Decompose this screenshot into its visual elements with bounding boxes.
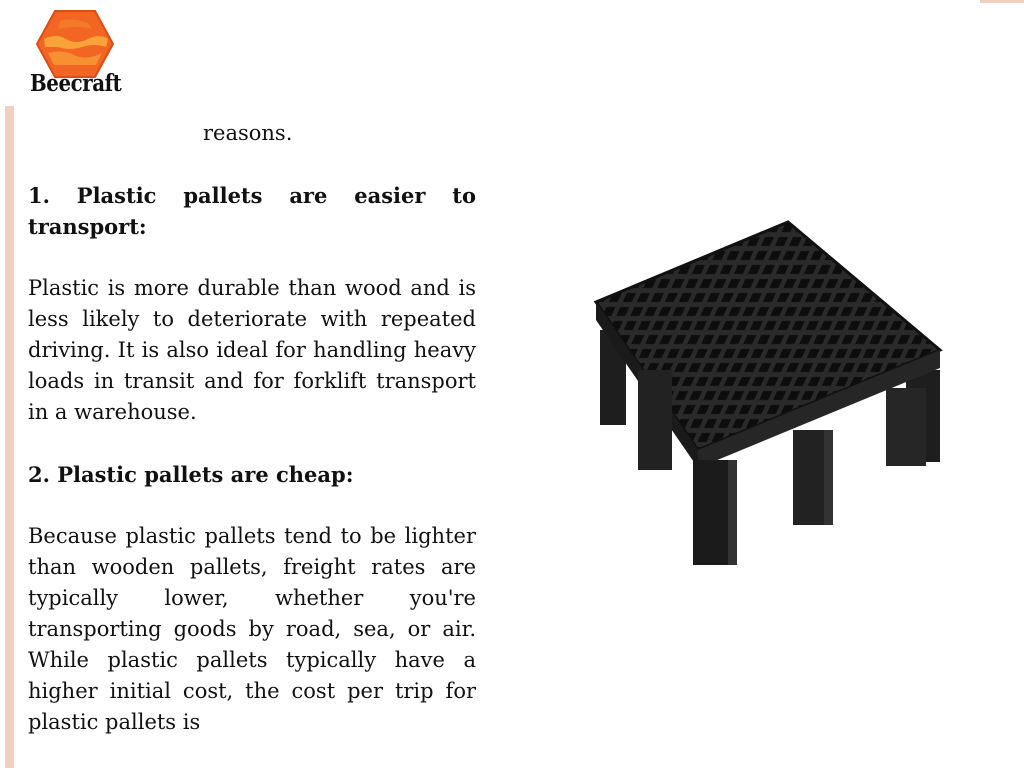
left-accent-rule (5, 106, 14, 768)
section2-body: Because plastic pallets tend to be lighter than wooden pallets, freight rates are typically lower, whether you're transporting goods by road, sea, or air. While plastic pallets typically have a higher initial cost, the cost per trip for plastic pallets is (28, 524, 476, 734)
lead-text: reasons. (203, 121, 293, 145)
brand-name: Beecraft (30, 70, 122, 97)
section1-heading: 1. Plastic pallets are easier to transport: (28, 183, 476, 239)
section2-heading: 2. Plastic pallets are cheap: (28, 462, 354, 487)
hexagon-logo-icon (36, 9, 114, 79)
section1-body: Plastic is more durable than wood and is less likely to deteriorate with repeated driving. It is also ideal for handling heavy loads in transit and for forklift transport in a warehouse. (28, 276, 476, 424)
plastic-pallet-image (588, 220, 948, 580)
top-accent-rule (980, 0, 1024, 3)
article-text (28, 118, 476, 738)
brand-logo (0, 0, 146, 106)
